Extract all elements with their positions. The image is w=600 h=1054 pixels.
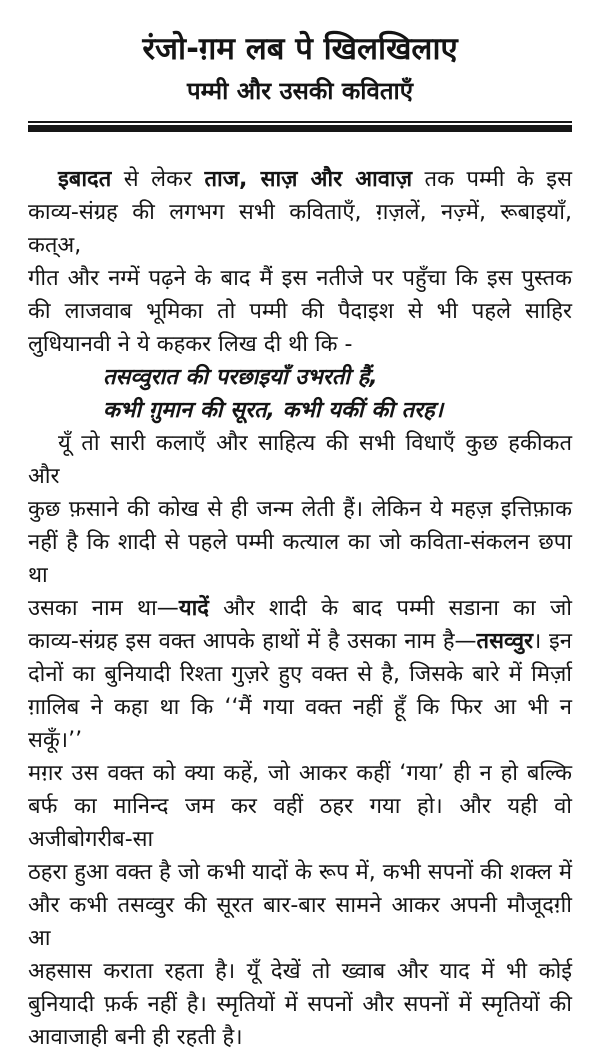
text-segment: तक पम्मी के इस [412,166,572,192]
text-segment: लुधियानवी ने ये कहकर लिख दी थी कि - [28,331,353,357]
text-line [28,691,572,757]
text-line [28,1021,572,1054]
text-line [28,988,572,1021]
text-line [28,856,572,889]
text-line [28,328,572,361]
text-segment: बुनियादी फ़र्क नहीं है। स्मृतियों में सपनों और सपनों में स्मृतियों की [28,991,572,1017]
text-segment: से लेकर [111,166,205,192]
text-line [28,955,572,988]
text-line [28,658,572,691]
title-rule [28,121,572,132]
text-segment: तसव्वुर [476,628,534,654]
text-segment: बर्फ का मानिन्द जम कर वहीं ठहर गया हो। और यही वो अजीबोगरीब-सा [28,793,572,852]
chapter-title: रंजो-ग़म लब पे खिलखिलाए [142,31,458,67]
text-line [28,262,572,295]
title-rule-thick [28,125,572,132]
text-line [28,625,572,658]
text-line [28,757,572,790]
text-line [28,592,572,625]
text-segment: कुछ फ़साने की कोख से ही जन्म लेती हैं। लेकिन ये महज़ इत्तिफ़ाक [28,496,572,522]
text-line [28,526,572,592]
chapter-subtitle: पम्मी और उसकी कविताएँ [187,76,413,105]
text-segment: काव्य-संग्रह इस वक्त आपके हाथों में है उसका नाम है— [28,628,477,654]
text-line [28,361,572,394]
text-segment: गीत और नग्में पढ़ने के बाद मैं इस नतीजे पर पहुँचा कि इस पुस्तक [28,265,572,291]
text-segment: उसका नाम था— [28,595,179,621]
text-line [28,196,572,262]
text-segment: अहसास कराता रहता है। यूँ देखें तो ख्वाब और याद में भी कोई [28,958,572,984]
text-segment: यूँ तो सारी कलाएँ और साहित्य की सभी विधाएँ कुछ हकीकत और [28,430,572,489]
text-segment: ताज, साज़ और आवाज़ [204,166,413,192]
text-segment: । इन [533,628,572,654]
text-segment: ठहरा हुआ वक्त है जो कभी यादों के रूप में, कभी सपनों की शक्ल में [28,859,572,885]
text-segment: मग़र उस वक्त को क्या कहें, जो आकर कहीं ‘गया’ ही न हो बल्कि [28,760,572,786]
text-segment: और शादी के बाद पम्मी सडाना का जो [208,595,572,621]
text-segment: ग़ालिब ने कहा था कि ‘‘मैं गया वक्त नहीं हूँ कि फिर आ भी न सकूँ।’’ [28,694,572,753]
text-segment: दोनों का बुनियादी रिश्ता गुज़रे हुए वक्त से है, जिसके बारे में मिर्ज़ा [28,661,572,687]
text-segment: कभी ग़ुमान की सूरत, कभी यकीं की तरह। [103,397,444,423]
text-segment: और कभी तसव्वुर की सूरत बार-बार सामने आकर अपनी मौजूदग़ी आ [28,892,572,951]
book-page [0,30,600,1050]
body-text [28,163,572,1054]
text-segment: आवाजाही बनी ही रहती है। [28,1024,243,1050]
title-rule-thin [28,121,572,123]
text-segment: काव्य-संग्रह की लगभग सभी कविताएँ, ग़ज़लें, नज़्में, रूबाइयाँ, कत्अ, [28,199,572,258]
text-segment: यादें [178,595,209,621]
text-line [28,889,572,955]
text-line [28,295,572,328]
text-segment: तसव्वुरात की परछाइयाँ उभरती हैं, [103,364,378,390]
text-segment: नहीं है कि शादी से पहले पम्मी कत्याल का जो कविता-संकलन छपा था [28,529,572,588]
text-line [28,493,572,526]
text-segment: की लाजवाब भूमिका तो पम्मी की पैदाइश से भी पहले साहिर [28,298,572,324]
text-line [28,394,572,427]
text-segment: इबादत [58,166,112,192]
text-line [28,790,572,856]
text-line [28,427,572,493]
text-line [28,163,572,196]
